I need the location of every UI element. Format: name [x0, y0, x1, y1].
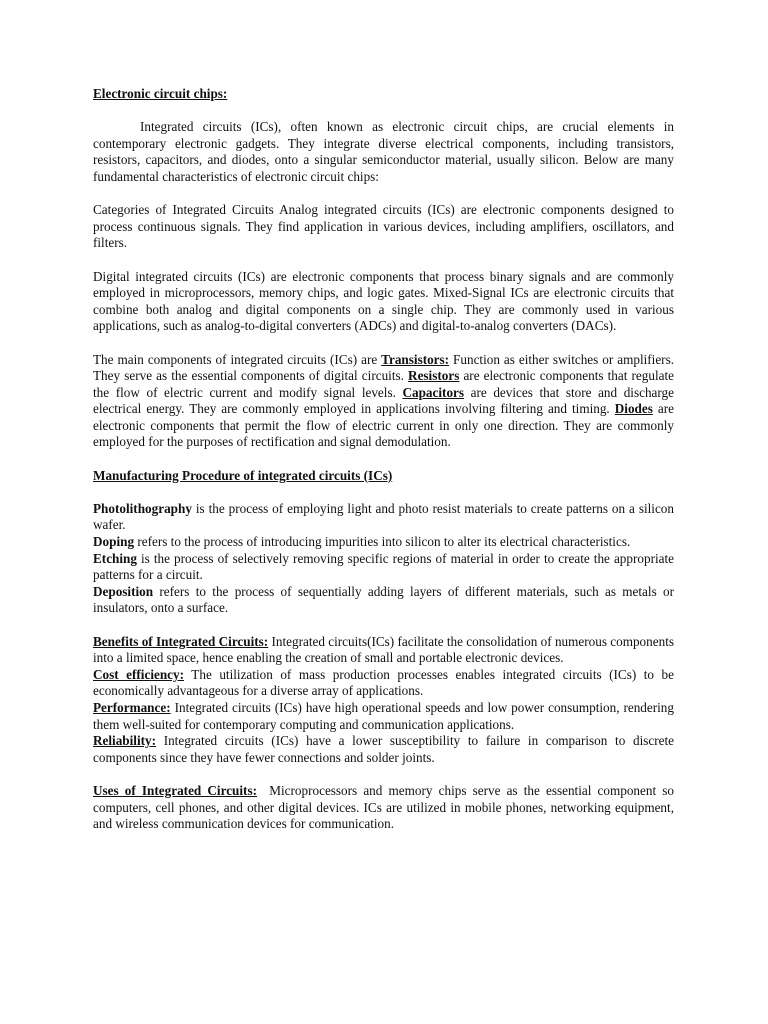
manufacturing-term: Doping	[93, 534, 135, 550]
intro-paragraph: Integrated circuits (ICs), often known as electronic circuit chips, are crucial elements in contemporary electronic gadgets. They integrate diverse electrical components, including transistors, resistors, capacitors, and diodes, onto a singular semiconductor material, usually silicon. Below are many fundamental characteristics of electronic circuit chips:	[93, 119, 674, 184]
uses-paragraph	[93, 782, 678, 833]
benefit-text: Integrated circuits (ICs) have high operational speeds and low power consumption, rendering them well-suited for contemporary computing and communication applications.	[93, 699, 674, 732]
manufacturing-term: Etching	[93, 550, 137, 566]
benefit-text: Integrated circuits (ICs) have a lower susceptibility to failure in comparison to discrete components since they have fewer connections and solder joints.	[93, 733, 674, 765]
document-page	[93, 86, 678, 833]
diodes-label: Diodes	[614, 401, 653, 417]
benefit-term: Reliability:	[93, 733, 157, 749]
manufacturing-item	[93, 501, 674, 534]
components-lead: The main components of integrated circuits (ICs) are	[93, 351, 382, 367]
benefit-term: Benefits of Integrated Circuits:	[93, 633, 269, 649]
resistors-text: are electronic components that regulate the flow of electric current and modify signal levels.	[93, 368, 674, 400]
benefit-term: Performance:	[93, 699, 171, 715]
transistors-label: Transistors:	[381, 351, 450, 367]
benefit-item	[93, 700, 674, 733]
manufacturing-text: is the process of employing light and photo resist materials to create patterns on a silicon wafer.	[93, 500, 674, 533]
digital-paragraph: Digital integrated circuits (ICs) are electronic components that process binary signals and are commonly employed in microprocessors, memory chips, and logic gates. Mixed-Signal ICs are electronic circuits that combine both analog and digital components on a single chip. They are commonly used in various applications, such as analog-to-digital converters (ADCs) and digital-to-analog converters (DACs).	[93, 268, 674, 334]
manufacturing-item	[93, 551, 674, 584]
transistors-text: Function as either switches or amplifiers. They serve as the essential components of digital circuits.	[93, 351, 674, 384]
capacitors-label: Capacitors	[402, 384, 465, 400]
components-paragraph	[93, 352, 674, 452]
benefit-item	[93, 733, 674, 766]
benefit-item	[93, 634, 674, 667]
manufacturing-heading: Manufacturing Procedure of integrated circuits (ICs)	[93, 467, 393, 483]
benefit-item	[93, 667, 674, 700]
uses-text: Microprocessors and memory chips serve as the essential component so computers, cell phones, and other digital devices. ICs are utilized in mobile phones, networking equipment, and wireless communication devices for communication.	[93, 782, 678, 832]
manufacturing-item	[93, 584, 674, 617]
benefit-text: The utilization of mass production processes enables integrated circuits (ICs) to be economically advantageous for a diverse array of applications.	[93, 666, 675, 699]
capacitors-text: are devices that store and discharge electrical energy. They are commonly employed in applications involving filtering and timing.	[93, 384, 674, 417]
uses-term: Uses of Integrated Circuits:	[93, 782, 257, 798]
manufacturing-text: is the process of selectively removing specific regions of material in order to create the appropriate patterns for a circuit.	[93, 550, 674, 583]
document-title: Electronic circuit chips:	[93, 86, 228, 101]
benefit-text: Integrated circuits(ICs) facilitate the consolidation of numerous components into a limited space, hence enabling the creation of small and portable electronic devices.	[93, 633, 674, 666]
manufacturing-text: refers to the process of introducing impurities into silicon to alter its electrical characteristics.	[134, 534, 631, 550]
categories-paragraph: Categories of Integrated Circuits Analog integrated circuits (ICs) are electronic components designed to process continuous signals. They find application in various devices, including amplifiers, oscillators, and filters.	[93, 202, 674, 251]
manufacturing-term: Deposition	[93, 583, 154, 599]
manufacturing-item	[93, 534, 674, 551]
manufacturing-text: refers to the process of sequentially adding layers of different materials, such as metals or insulators, onto a surface.	[93, 583, 674, 616]
diodes-text: are electronic components that permit the flow of electric current in only one direction. They are commonly employed for the purposes of rectification and signal demodulation.	[93, 401, 674, 450]
benefit-term: Cost efficiency:	[93, 666, 185, 682]
manufacturing-term: Photolithography	[93, 500, 192, 516]
resistors-label: Resistors	[408, 368, 460, 384]
